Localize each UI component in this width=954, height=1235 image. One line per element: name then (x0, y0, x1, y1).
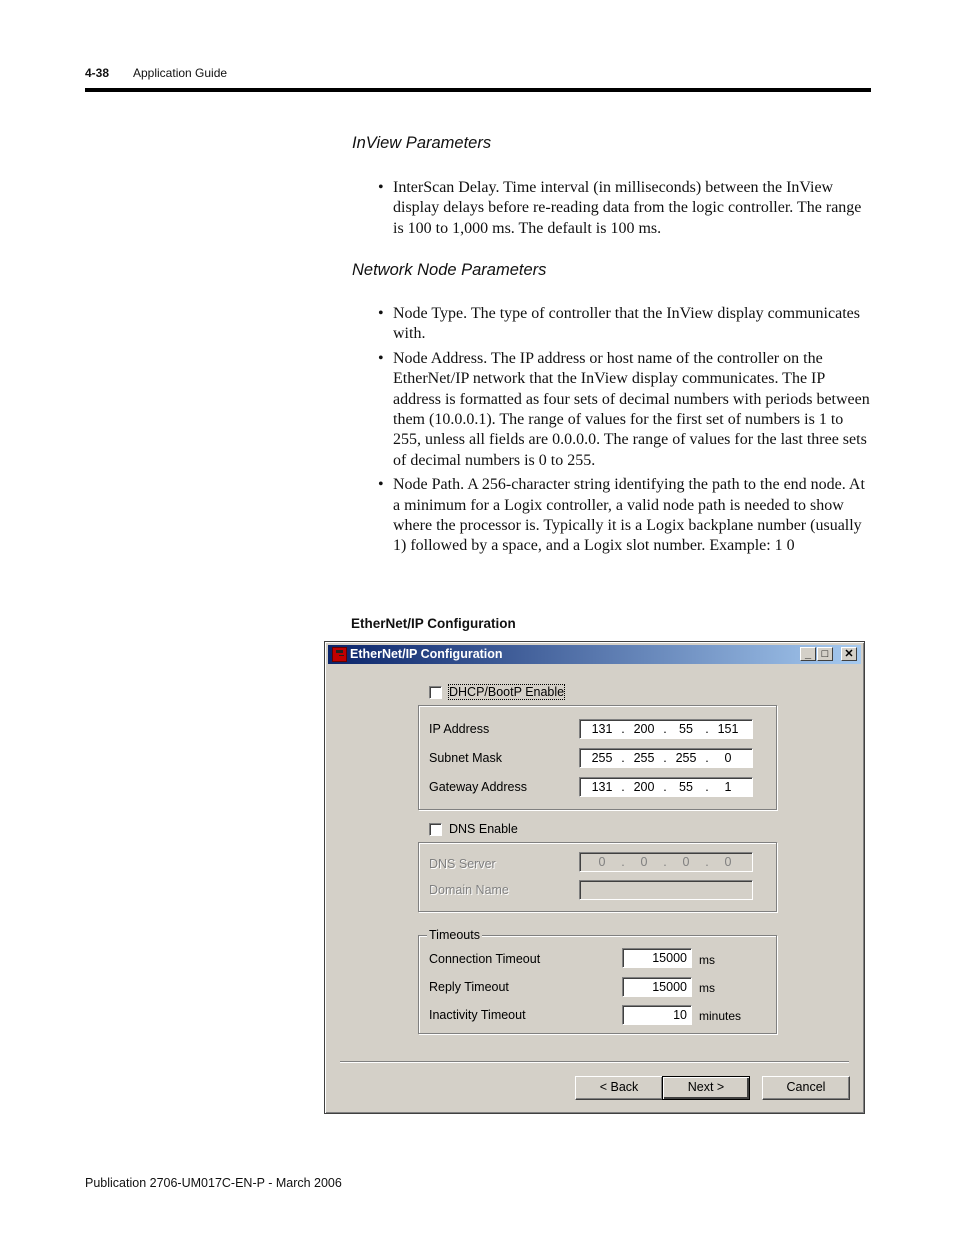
inview-parameters-heading: InView Parameters (352, 134, 492, 152)
connection-timeout-input[interactable]: 15000 (622, 948, 692, 968)
dns-settings-group (418, 842, 777, 912)
minimize-button[interactable] (800, 647, 816, 661)
close-button[interactable] (841, 647, 857, 661)
subnet-mask-field[interactable]: 255 . 255 . 255 . 0 (579, 748, 753, 768)
dhcp-bootp-label[interactable]: DHCP/BootP Enable (449, 685, 565, 699)
ethernet-ip-configuration-dialog (324, 641, 865, 1114)
inactivity-timeout-unit: minutes (699, 1009, 742, 1023)
timeouts-group (418, 928, 777, 1034)
publication-footer: Publication 2706-UM017C-EN-P - March 2006 (85, 1176, 342, 1190)
dialog-title-bar[interactable] (328, 645, 861, 664)
network-bullet-list (378, 304, 870, 561)
dns-server-label: DNS Server (429, 857, 496, 871)
connection-timeout-label: Connection Timeout (429, 952, 541, 966)
next-button[interactable]: Next > (662, 1076, 750, 1100)
maximize-icon: □ (821, 648, 829, 660)
network-node-parameters-heading: Network Node Parameters (352, 261, 547, 279)
dhcp-bootp-checkbox[interactable] (429, 686, 442, 699)
gateway-address-label: Gateway Address (429, 780, 527, 794)
dhcp-bootp-row (429, 685, 564, 699)
gateway-address-field[interactable]: 131 . 200 . 55 . 1 (579, 777, 753, 797)
list-item: • InterScan Delay. Time interval (in milliseconds) between the InView display delays before re-reading data from the logic controller. The range is 100 to 1,000 ms. The default is 100 ms. (378, 179, 862, 237)
dialog-separator (340, 1061, 849, 1063)
app-icon (332, 647, 347, 662)
ip-address-label: IP Address (429, 722, 490, 736)
reply-timeout-unit: ms (699, 981, 715, 995)
connection-timeout-unit: ms (699, 953, 715, 967)
reply-timeout-label: Reply Timeout (429, 980, 509, 994)
ip-address-field[interactable]: 131 . 200 . 55 . 151 (579, 719, 753, 739)
header-rule (85, 88, 871, 92)
reply-timeout-input[interactable]: 15000 (622, 977, 692, 997)
dialog-title: EtherNet/IP Configuration (350, 647, 503, 661)
inactivity-timeout-input[interactable]: 10 (622, 1005, 692, 1025)
list-item: • Node Address. The IP address or host name of the controller on the EtherNet/IP network that the InView display communicates. The IP address is formatted as four sets of decimal numbers with periods between them (10.0.0.1). The range of values for the first set of numbers is 1 to 255, unless all fields are 0.0.0.0. The range of values for the last three sets of decimal numbers is 0 to 255. (378, 350, 870, 469)
cancel-button[interactable]: Cancel (762, 1076, 850, 1100)
inactivity-timeout-label: Inactivity Timeout (429, 1008, 526, 1022)
figure-caption: EtherNet/IP Configuration (351, 616, 516, 631)
domain-name-field[interactable] (579, 880, 753, 900)
subnet-mask-label: Subnet Mask (429, 751, 502, 765)
dns-enable-checkbox[interactable] (429, 823, 442, 836)
inview-bullet-list (378, 178, 870, 243)
guide-title: Application Guide (133, 66, 228, 80)
back-button[interactable]: < Back (575, 1076, 663, 1100)
ip-settings-group (418, 705, 777, 810)
timeouts-title: Timeouts (429, 928, 480, 942)
list-item: • Node Type. The type of controller that the InView display communicates with. (378, 305, 860, 343)
dns-enable-label[interactable]: DNS Enable (449, 822, 518, 836)
minimize-icon: _ (804, 648, 812, 660)
list-item: • Node Path. A 256-character string identifying the path to the end node. At a minimum for a Logix controller, a valid node path is needed to show where the processor is. Typically it is a Logix backplane number (usually 1) followed by a space, and a Logix slot number. Example: 1 0 (378, 476, 865, 555)
maximize-button[interactable] (817, 647, 833, 661)
dns-enable-row (429, 822, 518, 836)
domain-name-label: Domain Name (429, 883, 509, 897)
page-number: 4-38 (85, 66, 110, 80)
close-icon: ✕ (844, 648, 854, 660)
dns-server-field[interactable]: 0 . 0 . 0 . 0 (579, 852, 753, 872)
